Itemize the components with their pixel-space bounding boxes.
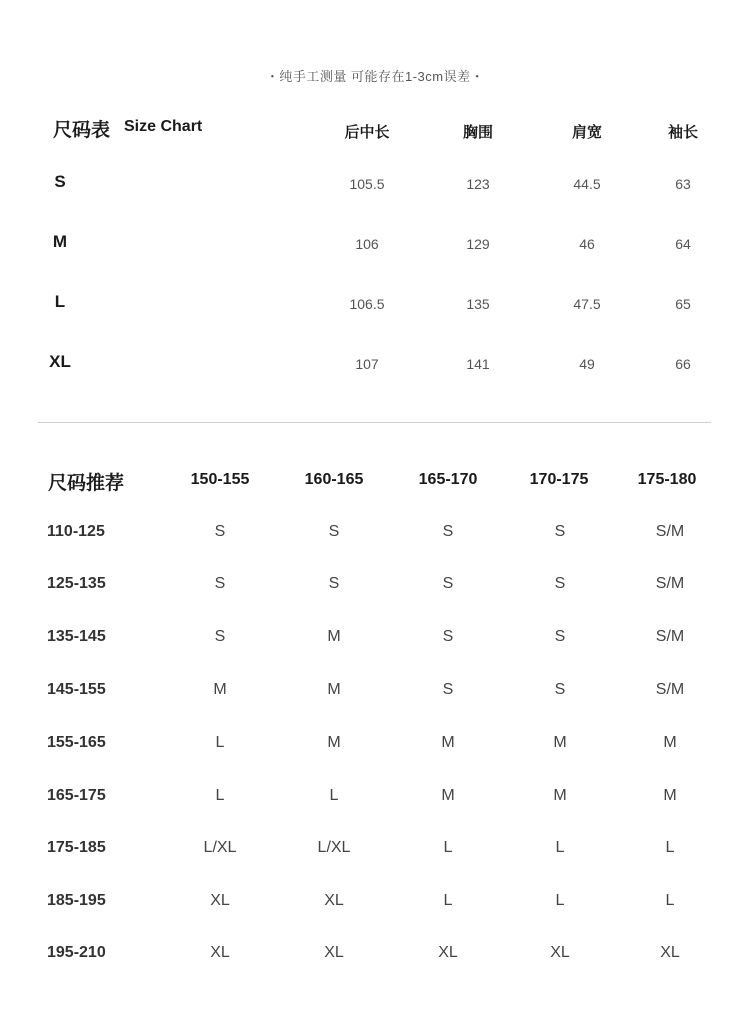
recommended-size-cell: S — [328, 523, 340, 540]
recommended-size-cell: S — [442, 681, 454, 698]
size-chart-subtitle: Size Chart — [124, 118, 203, 135]
size-label: L — [54, 292, 66, 311]
recommended-size-cell: M — [441, 734, 455, 751]
recommended-size-cell: L — [443, 839, 453, 856]
size-chart-title: 尺码表 — [53, 120, 111, 141]
weight-range-label: 175-185 — [47, 839, 106, 856]
recommended-size-cell: L — [665, 892, 675, 909]
recommended-size-cell: XL — [660, 944, 680, 961]
recommended-size-cell: M — [213, 681, 227, 698]
weight-range-label: 185-195 — [47, 892, 106, 909]
recommended-size-cell: S — [442, 523, 454, 540]
recommended-size-cell: XL — [438, 944, 458, 961]
size-chart-cell: 135 — [466, 296, 490, 312]
recommended-size-cell: XL — [550, 944, 570, 961]
recommended-size-cell: M — [553, 787, 567, 804]
recommended-size-cell: M — [663, 734, 677, 751]
size-chart-cell: 141 — [466, 356, 490, 372]
size-chart-cell: 129 — [466, 236, 490, 252]
size-chart-header: 后中长 — [344, 124, 390, 141]
size-chart-header: 胸围 — [462, 124, 494, 141]
recommended-size-cell: XL — [324, 892, 344, 909]
measurement-note: ・纯手工测量 可能存在1-3cm误差・ — [265, 69, 485, 84]
size-chart-cell: 106 — [355, 236, 379, 252]
recommended-size-cell: S — [554, 681, 566, 698]
recommended-size-cell: S — [328, 575, 340, 592]
recommended-size-cell: L — [443, 892, 453, 909]
size-chart-cell: 106.5 — [349, 296, 385, 312]
recommended-size-cell: XL — [210, 944, 230, 961]
weight-range-label: 165-175 — [47, 787, 106, 804]
recommended-size-cell: L — [329, 787, 339, 804]
recommendation-title: 尺码推荐 — [48, 473, 125, 494]
recommended-size-cell: S/M — [655, 681, 685, 698]
size-chart-cell: 64 — [675, 236, 691, 252]
recommended-size-cell: L — [555, 892, 565, 909]
size-label: M — [52, 232, 68, 251]
recommended-size-cell: L/XL — [203, 839, 237, 856]
recommended-size-cell: XL — [324, 944, 344, 961]
size-label: S — [54, 172, 66, 191]
size-chart-cell: 49 — [579, 356, 595, 372]
recommended-size-cell: L — [215, 734, 225, 751]
recommended-size-cell: S — [214, 575, 226, 592]
size-chart-cell: 46 — [579, 236, 595, 252]
recommended-size-cell: L/XL — [317, 839, 351, 856]
weight-range-label: 195-210 — [47, 944, 106, 961]
size-label: XL — [49, 352, 71, 371]
recommended-size-cell: S — [214, 628, 226, 645]
recommended-size-cell: M — [327, 628, 341, 645]
weight-range-label: 125-135 — [47, 575, 106, 592]
weight-range-label: 145-155 — [47, 681, 106, 698]
size-chart-cell: 65 — [675, 296, 691, 312]
height-range-header: 150-155 — [190, 471, 250, 488]
recommended-size-cell: S — [554, 628, 566, 645]
recommended-size-cell: M — [663, 787, 677, 804]
size-chart-cell: 47.5 — [573, 296, 601, 312]
recommended-size-cell: M — [327, 681, 341, 698]
weight-range-label: 135-145 — [47, 628, 106, 645]
recommended-size-cell: XL — [210, 892, 230, 909]
height-range-header: 160-165 — [304, 471, 364, 488]
recommended-size-cell: M — [553, 734, 567, 751]
recommended-size-cell: S — [442, 628, 454, 645]
recommended-size-cell: S — [554, 523, 566, 540]
height-range-header: 165-170 — [418, 471, 478, 488]
recommended-size-cell: S — [214, 523, 226, 540]
size-chart-cell: 63 — [675, 176, 691, 192]
recommended-size-cell: S/M — [655, 575, 685, 592]
weight-range-label: 110-125 — [47, 523, 105, 540]
size-chart-cell: 44.5 — [573, 176, 601, 192]
size-chart-header: 肩宽 — [571, 124, 603, 141]
size-chart-cell: 66 — [675, 356, 691, 372]
section-divider — [38, 422, 711, 423]
recommended-size-cell: S — [554, 575, 566, 592]
height-range-header: 175-180 — [637, 471, 697, 488]
recommended-size-cell: S — [442, 575, 454, 592]
size-chart-header: 袖长 — [667, 124, 699, 141]
recommended-size-cell: L — [555, 839, 565, 856]
recommended-size-cell: M — [327, 734, 341, 751]
recommended-size-cell: S/M — [655, 523, 685, 540]
recommended-size-cell: L — [665, 839, 675, 856]
size-chart-cell: 123 — [466, 176, 490, 192]
size-chart-cell: 107 — [355, 356, 379, 372]
recommended-size-cell: S/M — [655, 628, 685, 645]
recommended-size-cell: L — [215, 787, 225, 804]
size-chart-cell: 105.5 — [349, 176, 385, 192]
weight-range-label: 155-165 — [47, 734, 106, 751]
recommended-size-cell: M — [441, 787, 455, 804]
height-range-header: 170-175 — [529, 471, 589, 488]
